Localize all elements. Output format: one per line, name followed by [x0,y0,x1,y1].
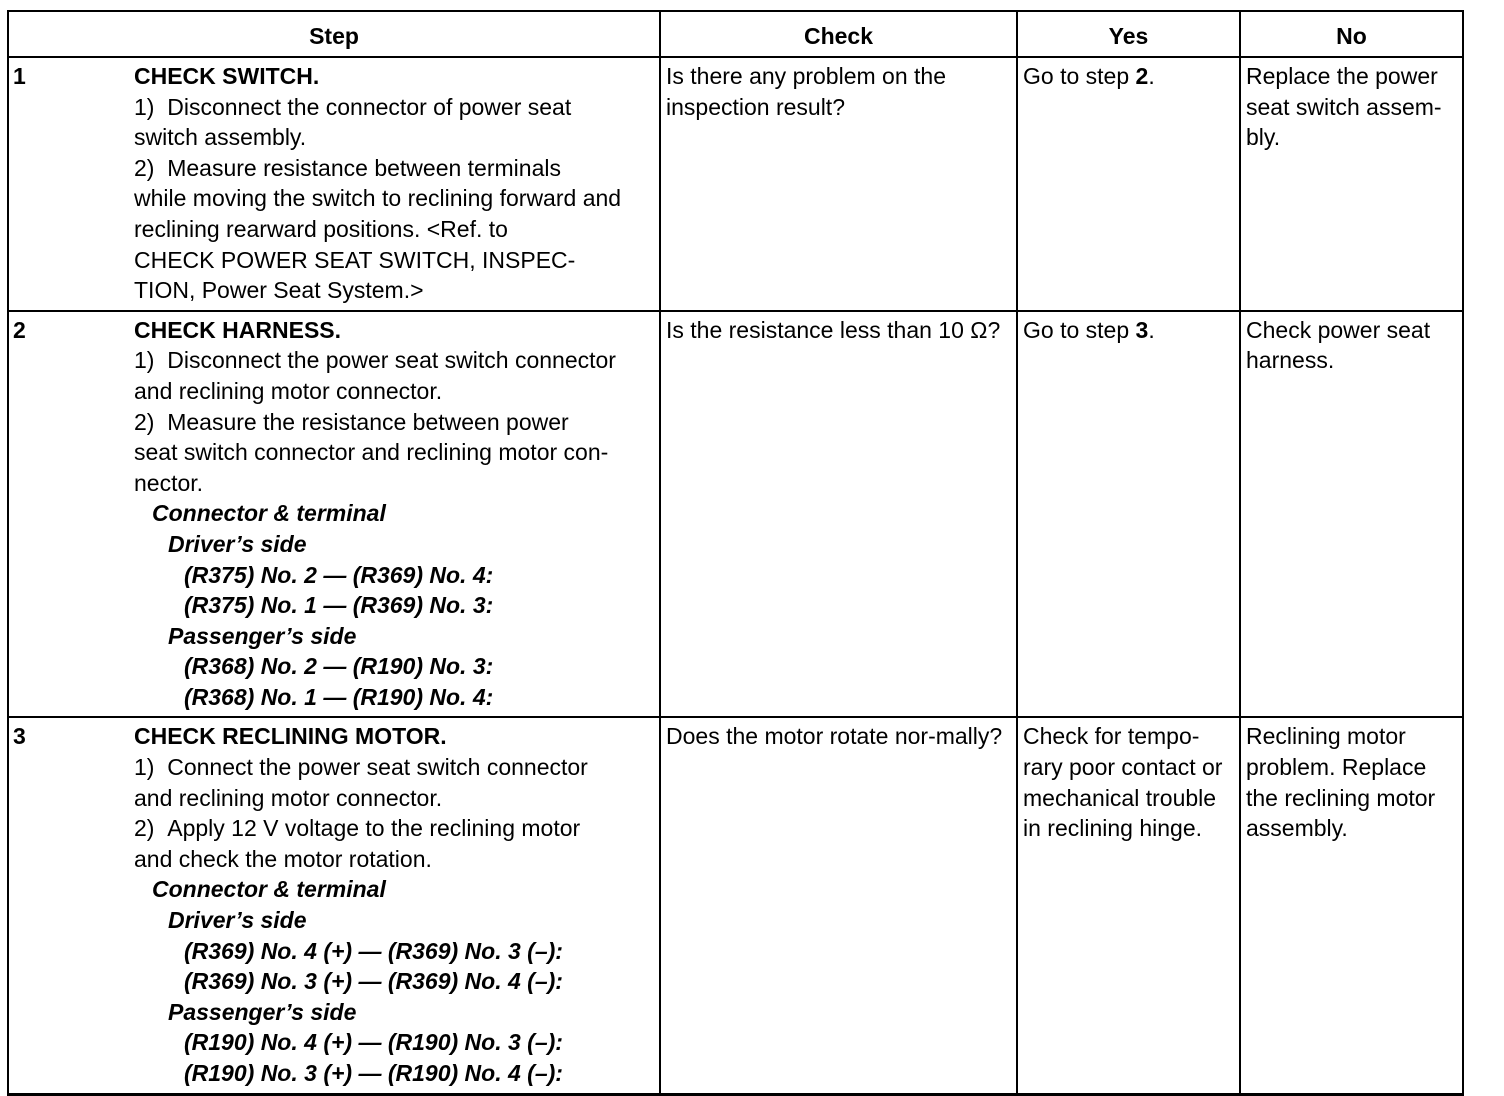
step-number: 2 [13,316,26,343]
check-cell: Is the resistance less than 10 Ω? [660,311,1017,718]
header-row [8,11,1463,57]
step-line: and reclining motor connector. [134,784,443,811]
connector-line: (R190) No. 3 (+) — (R190) No. 4 (–): [184,1060,563,1086]
step-line: 1) Disconnect the connector of power seat [134,93,572,120]
step-number: 1 [13,63,26,89]
no-cell: Replace the power seat switch assem-bly. [1240,57,1463,311]
check-cell: Does the motor rotate nor-mally? [660,717,1017,1094]
step-line: 2) Measure the resistance between power [134,408,569,435]
yes-suffix: . [1148,63,1155,89]
yes-cell [1017,311,1240,718]
step-cell [8,311,660,718]
connector-heading: Connector & terminal [152,876,386,903]
step-title: CHECK SWITCH. [134,63,320,89]
step-line: TION, Power Seat System.> [134,277,424,304]
step-line: 1) Disconnect the power seat switch connector [134,347,616,374]
diagnostic-table [7,10,1464,1096]
yes-cell [1017,57,1240,311]
step-line: 2) Measure resistance between terminals [134,154,561,181]
yes-step-number: 3 [1135,316,1149,343]
check-cell: Is there any problem on the inspection result? [660,57,1017,311]
header-yes: Yes [1017,11,1240,57]
step-line: CHECK POWER SEAT SWITCH, INSPEC- [134,246,576,273]
step-body [134,61,654,306]
step-line: 1) Connect the power seat switch connector [134,754,588,781]
passenger-side-label: Passenger’s side [168,998,357,1025]
table-row [8,57,1463,311]
yes-text: Go to step [1023,63,1136,89]
connector-line: (R368) No. 2 — (R190) No. 3: [184,653,494,680]
step-body [134,315,654,713]
step-cell [8,717,660,1094]
step-line: 2) Apply 12 V voltage to the reclining motor [134,815,581,842]
step-line: and reclining motor connector. [134,377,443,404]
step-body [134,721,654,1088]
connector-line: (R190) No. 4 (+) — (R190) No. 3 (–): [184,1029,563,1056]
yes-suffix: . [1148,316,1155,343]
connector-line: (R375) No. 1 — (R369) No. 3: [184,592,494,619]
driver-side-label: Driver’s side [168,907,307,934]
step-line: switch assembly. [134,124,307,151]
yes-cell [1017,717,1240,1094]
step-line: seat switch connector and reclining motor con- [134,439,609,466]
driver-side-label: Driver’s side [168,530,307,557]
table-row [8,717,1463,1094]
yes-text: Go to step [1023,316,1136,343]
connector-line: (R368) No. 1 — (R190) No. 4: [184,683,494,710]
connector-line: (R375) No. 2 — (R369) No. 4: [184,561,494,588]
step-title: CHECK RECLINING MOTOR. [134,723,447,750]
table-row [8,311,1463,718]
no-cell: Check power seat harness. [1240,311,1463,718]
step-line: while moving the switch to reclining forward and [134,185,622,212]
step-line: nector. [134,469,204,496]
connector-line: (R369) No. 3 (+) — (R369) No. 4 (–): [184,968,563,995]
yes-text: Check for tempo-rary poor contact or mechanical trouble in reclining hinge. [1023,723,1223,842]
connector-line: (R369) No. 4 (+) — (R369) No. 3 (–): [184,937,563,964]
no-cell: Reclining motor problem. Replace the reclining motor assembly. [1240,717,1463,1094]
connector-heading: Connector & terminal [152,500,386,527]
header-no: No [1240,11,1463,57]
passenger-side-label: Passenger’s side [168,622,357,649]
step-cell [8,57,660,311]
step-number: 3 [13,723,26,750]
header-check: Check [660,11,1017,57]
header-step: Step [8,11,660,57]
yes-step-number: 2 [1135,63,1149,89]
step-line: and check the motor rotation. [134,845,432,872]
step-title: CHECK HARNESS. [134,316,342,343]
step-line: reclining rearward positions. <Ref. to [134,215,508,242]
